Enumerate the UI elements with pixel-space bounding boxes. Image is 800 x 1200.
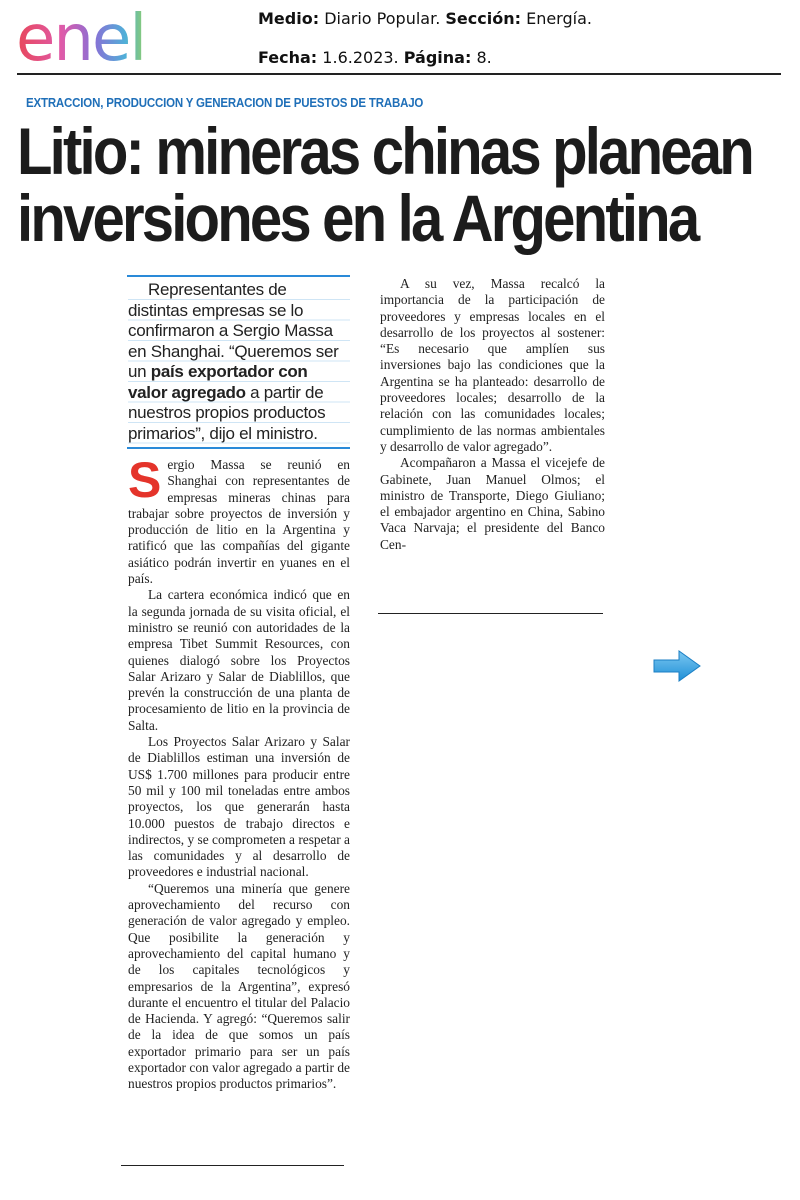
deck-text: un bbox=[128, 362, 151, 381]
pagina-label: Página: bbox=[403, 48, 472, 67]
seccion-label: Sección: bbox=[445, 9, 521, 28]
fecha-value: 1.6.2023. bbox=[322, 48, 399, 67]
paragraph: Los Proyectos Salar Arizaro y Salar de Diablillos estiman una inversión de US$ 1.700 millones para producir entre 50 mil y 100 mil toneladas entre ambos proyectos, los que generarán hasta 10.000 puestos de trabajo directos e indirectos, y se comprometen a respetar a las comunidades y al desarrollo de proveedores e industrial nacional. bbox=[128, 734, 350, 880]
article-column-left bbox=[128, 452, 350, 1093]
deck-emphasis: valor agregado bbox=[128, 382, 246, 402]
medio-value: Diario Popular. bbox=[324, 9, 441, 28]
paragraph: Acompañaron a Massa el vicejefe de Gabinete, Juan Manuel Olmos; el ministro de Transporte, Diego Giuliano; el embajador argentino en China, Sabino Vaca Narvaja; el presidente del Banco Cen- bbox=[380, 455, 605, 552]
paragraph bbox=[128, 452, 350, 587]
article-headline bbox=[17, 114, 800, 255]
paragraph-text: ergio Massa se reunió en Shanghai con representantes de empresas mineras chinas para trabajar sobre proyectos de inversión y producción de litio en la Argentina y ratificó que las compañías del gigante asiático podrán invertir en yuanes en el país. bbox=[128, 457, 350, 587]
deck-line: confirmaron a Sergio Massa bbox=[128, 321, 333, 340]
deck-line: primarios”, dijo el ministro. bbox=[128, 423, 318, 443]
seccion-value: Energía. bbox=[526, 9, 592, 28]
drop-cap: S bbox=[128, 452, 162, 508]
header-divider bbox=[17, 73, 781, 75]
deck-line: en Shanghai. “Queremos ser bbox=[128, 341, 339, 361]
paragraph: La cartera económica indicó que en la segunda jornada de su visita oficial, el ministro se reunió con autoridades de la empresa Tibet Summit Resources, con quienes dialogó sobre los Proyectos Salar Arizaro y Salar de Diablillos, que prevén la construcción de una planta de procesamiento de litio en la provincia de Salta. bbox=[128, 587, 350, 733]
meta-line-2 bbox=[258, 48, 492, 67]
meta-line-1 bbox=[258, 9, 592, 28]
deck-line: Representantes de bbox=[148, 280, 287, 299]
article-column-right bbox=[380, 276, 605, 553]
headline-line-2: inversiones en la Argentina bbox=[17, 181, 698, 255]
column-end-rule bbox=[378, 613, 603, 614]
deck-line: nuestros propios productos bbox=[128, 403, 326, 422]
article-deck bbox=[127, 275, 350, 449]
deck-emphasis: país exportador con bbox=[150, 362, 308, 381]
svg-text:enel: enel bbox=[16, 4, 146, 70]
column-end-rule bbox=[121, 1165, 344, 1166]
deck-line: distintas empresas se lo bbox=[128, 300, 304, 320]
deck-line bbox=[128, 383, 350, 404]
deck-line bbox=[128, 362, 350, 383]
fecha-label: Fecha: bbox=[258, 48, 318, 67]
paragraph: “Queremos una minería que genere aprovechamiento del recurso con generación de valor agregado y empleo. Que posibilite la generación y aprovechamiento del capital humano y de los capitales tecnológicos y empresarios de la Argentina”, expresó durante el encuentro el titular del Palacio de Hacienda. Y agregó: “Queremos salir de la idea de que somos un país exportador primario para ser un país exportador con valor agregado a partir de nuestros propios productos primarios”. bbox=[128, 880, 350, 1092]
headline-line-1: Litio: mineras chinas planean bbox=[17, 114, 752, 188]
deck-text: a partir de bbox=[245, 382, 324, 402]
article-kicker: EXTRACCION, PRODUCCION Y GENERACION DE PUESTOS DE TRABAJO bbox=[26, 96, 424, 110]
paragraph: A su vez, Massa recalcó la importancia de la participación de proveedores y empresas locales en el desarrollo de los proyectos al sostener: “Es necesario que amplíen sus inversiones bajo las condiciones que la Argentina se ha planteado: desarrollo de proveedores locales; desarrollo de la relación con las comunidades locales; cumplimiento de las normas ambientales y desarrollo de valor agregado”. bbox=[380, 276, 605, 454]
medio-label: Medio: bbox=[258, 9, 320, 28]
pagina-value: 8. bbox=[476, 48, 492, 67]
arrow-right-icon[interactable] bbox=[652, 649, 702, 683]
enel-logo bbox=[16, 4, 182, 70]
